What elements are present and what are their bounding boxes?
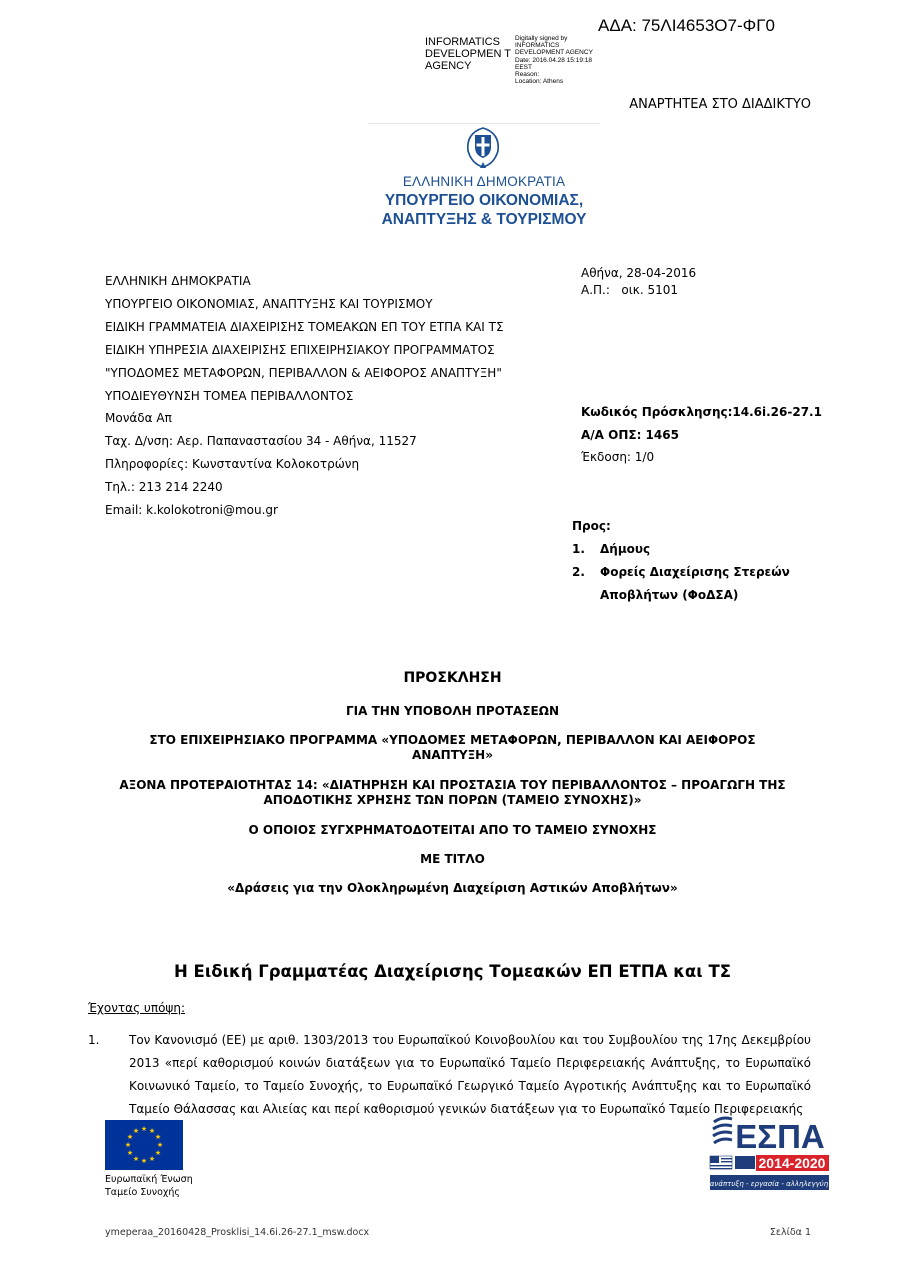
sender-line: ΥΠΟΔΙΕΥΘΥΝΣΗ ΤΟΜΕΑ ΠΕΡΙΒΑΛΛΟΝΤΟΣ: [105, 388, 354, 403]
svg-text:★: ★: [132, 1127, 140, 1135]
paragraph-text: Τον Κανονισμό (ΕΕ) με αριθ. 1303/2013 του Ευρωπαϊκού Κοινοβουλίου και του Συμβουλίου της 17ης Δεκεμβρίου 2013 «περί καθορισμού κοινών διατάξεων για το Ευρωπαϊκό Ταμείο Περιφερειακής Ανάπτυξης, το Ευρωπαϊκό Κοινωνικό Ταμείο, το Ταμείο Συνοχής, το Ευρωπαϊκό Γεωργικό Ταμείο Αγροτικής Ανάπτυξης και το Ευρωπαϊκό Ταμείο Θάλασσας και Αλιείας και περί καθορισμού γενικών διατάξεων για το Ευρωπαϊκό Ταμείο Περιφερειακής: [129, 1033, 811, 1116]
ministry-logo-text: [360, 173, 608, 229]
sender-line: ΕΛΛΗΝΙΚΗ ΔΗΜΟΚΡΑΤΙΑ: [105, 274, 251, 288]
espa-logo-icon: [708, 1116, 830, 1192]
invitation-title: ΠΡΟΣΚΛΗΣΗ: [403, 670, 502, 686]
title-line: Ο ΟΠΟΙΟΣ ΣΥΓΧΡΗΜΑΤΟΔΟΤΕΙΤΑΙ ΑΠΟ ΤΟ ΤΑΜΕΙΟ ΣΥΝΟΧΗΣ: [248, 823, 657, 837]
espa-logo: [708, 1116, 830, 1192]
ministry-logo-line: ΥΠΟΥΡΓΕΙΟ ΟΙΚΟΝΟΜΙΑΣ,: [384, 192, 584, 209]
svg-text:★: ★: [154, 1149, 162, 1157]
svg-text:★: ★: [148, 1155, 156, 1163]
code-block: [581, 401, 822, 469]
svg-text:★: ★: [154, 1133, 162, 1141]
reference-number: Α.Π.: οικ. 5101: [581, 282, 678, 297]
sender-line: Πληροφορίες: Κωνσταντίνα Κολοκοτρώνη: [105, 457, 360, 472]
espa-name: ΕΣΠΑ: [735, 1118, 825, 1155]
signature-signer: INFORMATICS DEVELOPMEN T AGENCY: [425, 36, 511, 72]
recipients-label: Προς:: [572, 519, 611, 533]
sender-line: ΥΠΟΥΡΓΕΙΟ ΟΙΚΟΝΟΜΙΑΣ, ΑΝΑΠΤΥΞΗΣ ΚΑΙ ΤΟΥΡΙΣΜΟΥ: [105, 296, 433, 311]
sender-line: Μονάδα Απ: [105, 411, 172, 426]
body-paragraph: [88, 1029, 811, 1121]
signature-detail-line: EEST: [515, 63, 532, 71]
recipient-number: 1.: [572, 542, 585, 556]
sender-line: ΕΙΔΙΚΗ ΓΡΑΜΜΑΤΕΙΑ ΔΙΑΧΕΙΡΙΣΗΣ ΤΟΜΕΑΚΩΝ ΕΠ ΤΟΥ ΕΤΠΑ ΚΑΙ ΤΣ: [105, 319, 504, 334]
sender-block: [105, 270, 504, 522]
signature-detail-line: Reason:: [515, 71, 540, 79]
eu-flag-icon: [105, 1120, 183, 1170]
signature-detail-line: Location: Athens: [515, 78, 564, 86]
recipient-text: Φορείς Διαχείρισης Στερεών Αποβλήτων (ΦοΔΣΑ): [600, 565, 790, 602]
considering-label: Έχοντας υπόψη:: [88, 1001, 185, 1015]
invitation-code: Κωδικός Πρόσκλησης:14.6i.26-27.1: [581, 405, 822, 419]
section-heading: Η Ειδική Γραμματέας Διαχείρισης Τομεακών ΕΠ ΕΤΠΑ και ΤΣ: [174, 962, 731, 981]
sender-line: ΕΙΔΙΚΗ ΥΠΗΡΕΣΙΑ ΔΙΑΧΕΙΡΙΣΗΣ ΕΠΙΧΕΙΡΗΣΙΑΚΟΥ ΠΡΟΓΡΑΜΜΑΤΟΣ: [105, 342, 495, 357]
ada-code: ΑΔΑ: 75ΛΙ4653Ο7-ΦΓ0: [598, 16, 776, 35]
greek-emblem-icon: [460, 125, 506, 170]
signature-detail-line: Date: 2016.04.28 15:19:18: [515, 56, 592, 64]
eu-caption: [105, 1173, 193, 1199]
footer-filename: ymeperaa_20160428_Prosklisi_14.6i.26-27.1_msw.docx: [105, 1227, 370, 1238]
title-line: ΑΞΟΝΑ ΠΡΟΤΕΡΑΙΟΤΗΤΑΣ 14: «ΔΙΑΤΗΡΗΣΗ ΚΑΙ ΠΡΟΣΤΑΣΙΑ ΤΟΥ ΠΕΡΙΒΑΛΛΟΝΤΟΣ – ΠΡΟΑΓΩΓΗ ΤΗΣ ΑΠΟΔΟΤΙΚΗΣ ΧΡΗΣΗΣ ΤΩΝ ΠΟΡΩΝ (ΤΑΜΕΙΟ ΣΥΝΟΧΗΣ)»: [119, 778, 786, 807]
svg-text:★: ★: [148, 1127, 156, 1135]
signature-details: [515, 35, 607, 85]
title-line: ΜΕ ΤΙΤΛΟ: [420, 852, 485, 866]
recipient-item: [572, 538, 800, 561]
header-divider: [368, 123, 600, 124]
title-line: ΣΤΟ ΕΠΙΧΕΙΡΗΣΙΑΚΟ ΠΡΟΓΡΑΜΜΑ «ΥΠΟΔΟΜΕΣ ΜΕΤΑΦΟΡΩΝ, ΠΕΡΙΒΑΛΛΟΝ ΚΑΙ ΑΕΙΦΟΡΟΣ ΑΝΑΠΤΥΞΗ»: [149, 733, 756, 762]
eu-caption-line: Ταμείο Συνοχής: [105, 1187, 180, 1198]
sender-line: Ταχ. Δ/νση: Αερ. Παπαναστασίου 34 - Αθήνα, 11527: [105, 434, 417, 449]
date-line: Αθήνα, 28-04-2016: [581, 266, 697, 280]
eu-caption-line: Ευρωπαϊκή Ένωση: [105, 1174, 193, 1185]
ministry-logo-line: ΕΛΛΗΝΙΚΗ ΔΗΜΟΚΡΑΤΙΑ: [402, 174, 566, 189]
recipients-block: [572, 515, 800, 607]
eu-stars-icon: [105, 1120, 183, 1170]
ministry-logo-line: ΑΝΑΠΤΥΞΗΣ & ΤΟΥΡΙΣΜΟΥ: [381, 211, 587, 228]
ops-code: Α/Α ΟΠΣ: 1465: [581, 427, 679, 442]
date-block: [581, 265, 696, 298]
title-line: ΓΙΑ ΤΗΝ ΥΠΟΒΟΛΗ ΠΡΟΤΑΣΕΩΝ: [346, 704, 559, 718]
recipient-number: 2.: [572, 565, 585, 579]
signature-detail-line: Digitally signed by: [515, 35, 568, 42]
svg-text:★: ★: [124, 1141, 132, 1149]
paragraph-number: 1.: [88, 1033, 100, 1047]
recipient-text: Δήμους: [600, 542, 651, 556]
sender-line: Τηλ.: 213 214 2240: [105, 480, 223, 495]
signature-detail-line: INFORMATICS: [515, 42, 560, 50]
svg-text:★: ★: [126, 1133, 134, 1141]
espa-years: 2014-2020: [758, 1155, 826, 1171]
espa-slogan: ανάπτυξη - εργασία - αλληλεγγύη: [709, 1180, 829, 1188]
svg-text:★: ★: [126, 1149, 134, 1157]
sender-line: "ΥΠΟΔΟΜΕΣ ΜΕΤΑΦΟΡΩΝ, ΠΕΡΙΒΑΛΛΟΝ & ΑΕΙΦΟΡΟΣ ΑΝΑΠΤΥΞΗ": [105, 365, 502, 380]
recipient-item: [572, 561, 800, 607]
signature-detail-line: DEVELOPMENT AGENCY: [515, 49, 593, 57]
subject-title: «Δράσεις για την Ολοκληρωμένη Διαχείριση Αστικών Αποβλήτων»: [227, 881, 678, 895]
svg-text:★: ★: [140, 1157, 148, 1165]
svg-text:★: ★: [140, 1125, 148, 1133]
svg-text:★: ★: [132, 1155, 140, 1163]
sender-line: Email: k.kolokotroni@mou.gr: [105, 503, 278, 518]
footer-page-number: Σελίδα 1: [769, 1227, 811, 1238]
publish-notice: ΑΝΑΡΤΗΤΕΑ ΣΤΟ ΔΙΑΔΙΚΤΥΟ: [629, 97, 811, 112]
svg-text:★: ★: [156, 1141, 164, 1149]
version-label: Έκδοση: 1/0: [581, 450, 655, 464]
